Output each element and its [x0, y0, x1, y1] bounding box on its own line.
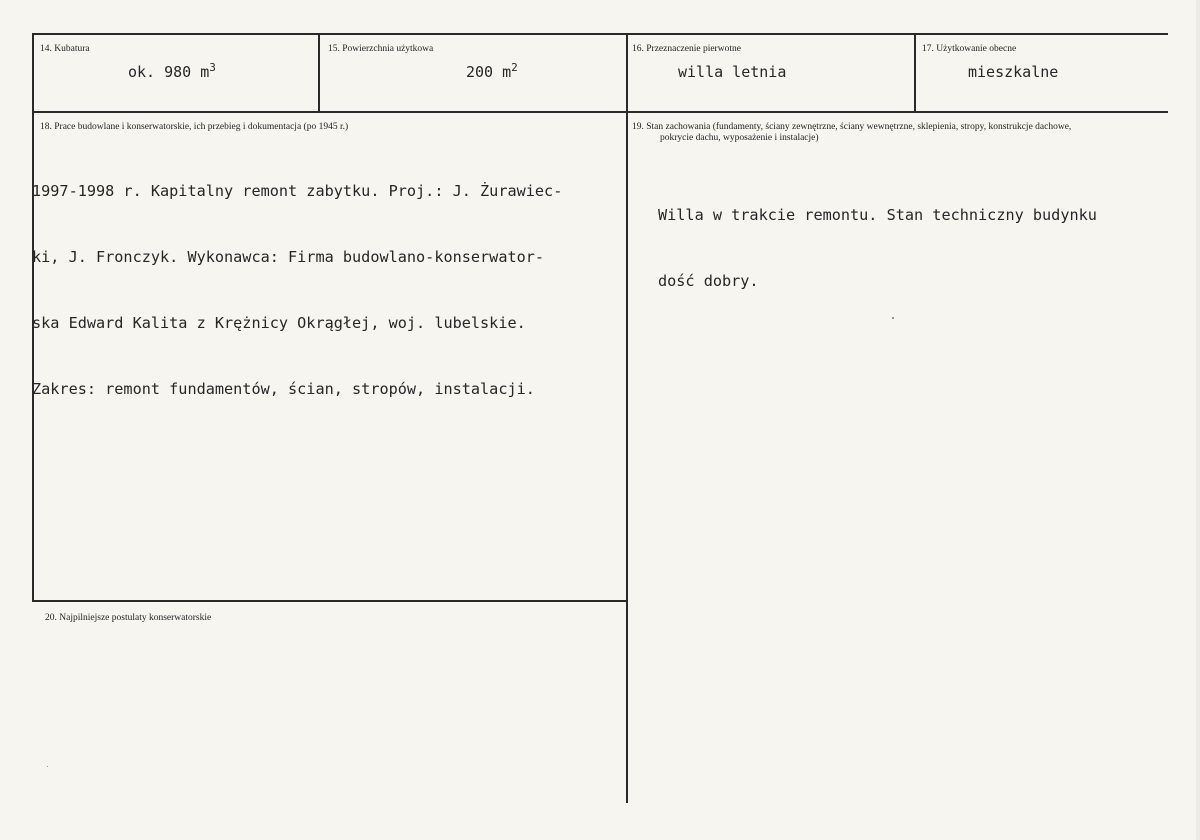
paper-speck: [892, 317, 894, 319]
field-15-value: [466, 63, 518, 81]
field-15-value-text: 200 m: [466, 63, 512, 81]
row-divider-line: [32, 111, 1168, 113]
field-17-value: mieszkalne: [968, 63, 1059, 81]
field-15-label: 15. Powierzchnia użytkowa: [328, 44, 434, 54]
field-19-line-2: dość dobry.: [658, 272, 759, 290]
field-15-value-superscript: 2: [511, 61, 518, 74]
field-19-line-1: Willa w trakcie remontu. Stan techniczny budynku: [658, 206, 1097, 224]
field-18-line-3: ska Edward Kalita z Krężnicy Okrągłej, woj. lubelskie.: [32, 314, 526, 332]
field-14-value-text: ok. 980 m: [128, 63, 210, 81]
field-14-value: [128, 63, 216, 81]
section-20-divider-line: [32, 600, 628, 602]
col-divider-2-line: [626, 33, 628, 803]
paper-edge: [1196, 0, 1200, 840]
field-16-value: willa letnia: [678, 63, 787, 81]
field-18-text: [32, 136, 562, 444]
top-border-line: [32, 33, 1168, 35]
field-19-text: [658, 160, 1097, 336]
field-18-label: 18. Prace budowlane i konserwatorskie, ich przebieg i dokumentacja (po 1945 r.): [40, 122, 349, 132]
field-19-label-line-1: 19. Stan zachowania (fundamenty, ściany zewnętrzne, ściany wewnętrzne, sklepienia, stropy, konstrukcje dachowe,: [632, 122, 1072, 132]
field-18-line-2: ki, J. Fronczyk. Wykonawca: Firma budowlano-konserwator-: [32, 248, 545, 266]
field-18-line-4: Zakres: remont fundamentów, ścian, stropów, instalacji.: [32, 380, 535, 398]
field-14-label: 14. Kubatura: [40, 44, 90, 54]
col-divider-1-line: [318, 33, 320, 112]
field-19-label-line-2: pokrycie dachu, wyposażenie i instalacje): [660, 133, 819, 143]
field-14-value-superscript: 3: [209, 61, 216, 74]
field-17-label: 17. Użytkowanie obecne: [922, 44, 1017, 54]
field-18-line-1: 1997-1998 r. Kapitalny remont zabytku. Proj.: J. Żurawiec-: [32, 182, 563, 200]
paper-speck: [47, 766, 48, 767]
col-divider-3-line: [914, 33, 916, 112]
field-16-label: 16. Przeznaczenie pierwotne: [632, 44, 741, 54]
field-20-label: 20. Najpilniejsze postulaty konserwatorskie: [45, 613, 212, 623]
